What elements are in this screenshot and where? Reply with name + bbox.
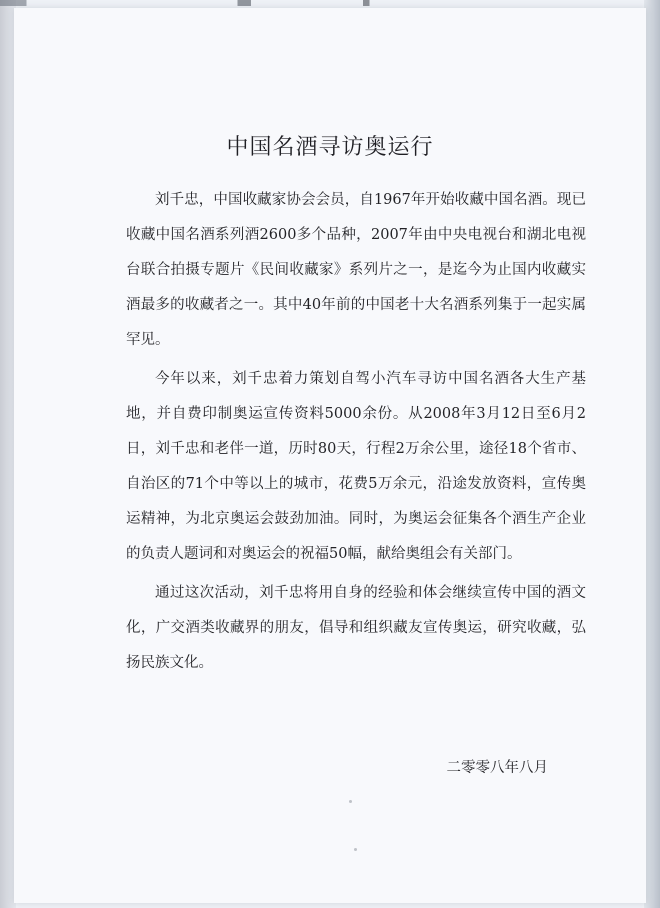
document-date: 二零零八年八月: [446, 760, 548, 776]
document-title: 中国名酒寻访奥运行: [226, 135, 434, 160]
scan-speck: [349, 800, 352, 803]
paragraph-1: 刘千忠，中国收藏家协会会员，自1967年开始收藏中国名酒。现已收藏中国名酒系列酒2600多个品种，2007年由中央电视台和湖北电视台联合拍摄专题片《民间收藏家》系列片之一，是迄今为止国内收藏实酒最多的收藏者之一。其中40年前的中国老十大名酒系列集于一起实属罕见。: [126, 192, 586, 348]
document-page: [14, 8, 646, 903]
scan-edge-right: [644, 0, 660, 908]
scan-speck: [354, 848, 357, 851]
paragraph-3: 通过这次活动，刘千忠将用自身的经验和体会继续宣传中国的酒文化，广交酒类收藏界的朋友，倡导和组织藏友宣传奥运，研究收藏，弘扬民族文化。: [126, 585, 586, 671]
scan-top-marks: [0, 0, 660, 6]
paragraph-2: 今年以来，刘千忠着力策划自驾小汽车寻访中国名酒各大生产基地，并自费印制奥运宣传资料5000余份。从2008年3月12日至6月2日，刘千忠和老伴一道，历时80天，行程2万余公里，途径18个省市、自治区的71个中等以上的城市，花费5万余元，沿途发放资料，宣传奥运精神，为北京奥运会鼓劲加油。同时，为奥运会征集各个酒生产企业的负责人题词和对奥运会的祝福50幅，献给奥组会有关部门。: [126, 371, 586, 562]
document-body: [126, 183, 586, 681]
